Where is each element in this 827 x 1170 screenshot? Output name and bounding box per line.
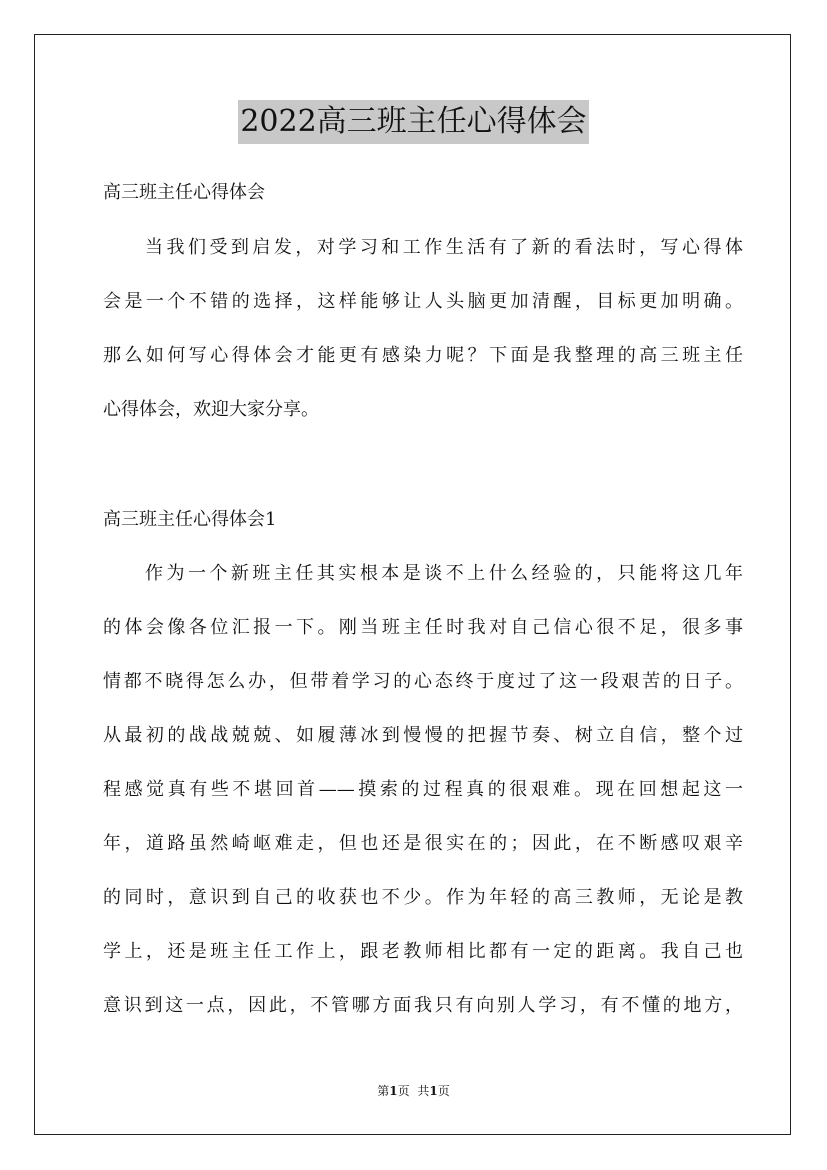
intro-paragraph	[103, 236, 743, 452]
total-prefix: 共	[417, 1084, 430, 1098]
paragraph-line: 那么如何写心得体会才能更有感染力呢？下面是我整理的高三班主任	[103, 345, 743, 366]
total-pages: 1	[429, 1084, 438, 1098]
total-suffix: 页	[437, 1084, 450, 1098]
paragraph-line: 情都不晓得怎么办，但带着学习的心态终于度过了这一段艰苦的日子。	[103, 671, 743, 692]
paragraph-line: 会是一个不错的选择，这样能够让人头脑更加清醒，目标更加明确。	[103, 291, 743, 312]
paragraph-line: 心得体会，欢迎大家分享。	[103, 399, 319, 420]
page-footer	[0, 1083, 827, 1099]
title-container	[0, 100, 827, 144]
paragraph-line: 学上，还是班主任工作上，跟老教师相比都有一定的距离。我自己也	[103, 941, 743, 962]
intro-heading: 高三班主任心得体会	[103, 182, 265, 203]
section1-paragraph	[103, 562, 743, 1048]
paragraph-line: 从最初的战战兢兢、如履薄冰到慢慢的把握节奏、树立自信，整个过	[103, 725, 743, 746]
page-suffix: 页	[397, 1084, 410, 1098]
paragraph-line: 的体会像各位汇报一下。刚当班主任时我对自己信心很不足，很多事	[103, 617, 743, 638]
paragraph-line: 意识到这一点，因此，不管哪方面我只有向别人学习，有不懂的地方，	[103, 995, 743, 1016]
section1-heading: 高三班主任心得体会1	[103, 509, 277, 530]
page-prefix: 第	[377, 1084, 390, 1098]
paragraph-line: 年，道路虽然崎岖难走，但也还是很实在的；因此，在不断感叹艰辛	[103, 833, 743, 854]
document-title: 2022高三班主任心得体会	[238, 100, 588, 144]
paragraph-line: 当我们受到启发，对学习和工作生活有了新的看法时，写心得体	[145, 237, 743, 258]
paragraph-line: 作为一个新班主任其实根本是谈不上什么经验的，只能将这几年	[145, 563, 743, 584]
paragraph-line: 程感觉真有些不堪回首——摸索的过程真的很艰难。现在回想起这一	[103, 779, 743, 800]
paragraph-line: 的同时，意识到自己的收获也不少。作为年轻的高三教师，无论是教	[103, 887, 743, 908]
page-number: 1	[389, 1084, 398, 1098]
